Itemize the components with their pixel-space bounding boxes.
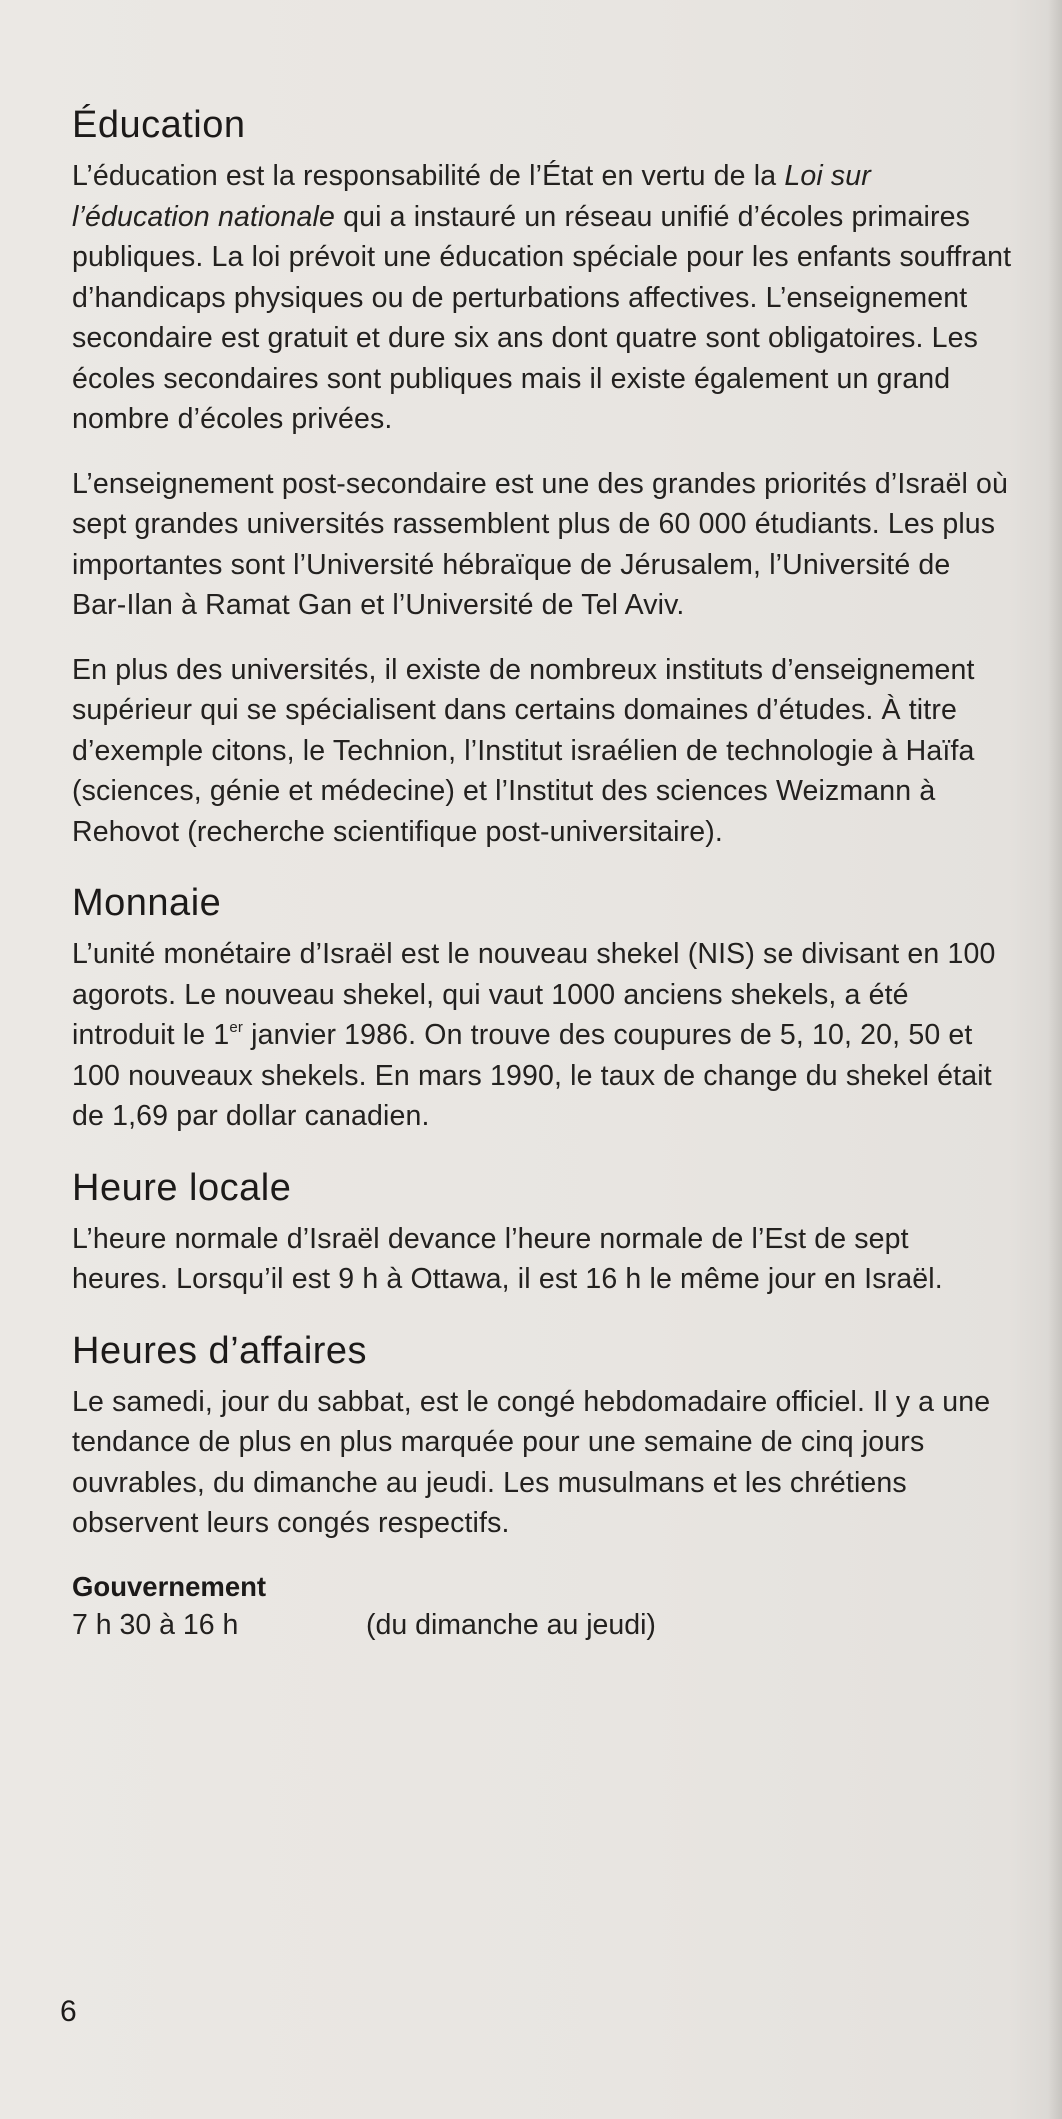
- government-hours-row: [72, 1606, 1012, 1644]
- government-hours-days: (du dimanche au jeudi): [366, 1608, 656, 1641]
- education-paragraph-2: L’enseignement post-secondaire est une des grandes priorités d’Israël où sept grandes universités rassemblent plus de 60 000 étudiants. Les plus importantes sont l’Université hébraïque de Jérusalem, l’Université de Bar-Ilan à Ramat Gan et l’Université de Tel Aviv.: [72, 467, 1009, 621]
- government-hours-time: 7 h 30 à 16 h: [72, 1608, 239, 1641]
- section-education: [72, 100, 1012, 852]
- section-currency: [72, 878, 1012, 1137]
- law-title: Loi sur l’éducation nationale: [72, 160, 871, 233]
- currency-paragraph-1: [72, 934, 1012, 1137]
- education-p1-text-b: qui a instauré un réseau unifié d’écoles primaires publiques. La loi prévoit une éducation spéciale pour les enfants souffrant d’handicaps physiques ou de perturbations affectives. L’enseignement secondaire est gratuit et dure six ans dont quatre sont obligatoires. Les écoles secondaires sont publiques mais il existe également un grand nombre d’écoles privées.: [72, 200, 1012, 435]
- education-paragraph-3: En plus des universités, il existe de nombreux instituts d’enseignement supérieur qui se spécialisent dans certains domaines d’études. À titre d’exemple citons, le Technion, l’Institut israélien de technologie à Haïfa (sciences, génie et médecine) et l’Institut des sciences Weizmann à Rehovot (recherche scientifique post-universitaire).: [72, 653, 975, 848]
- section-title-business-hours: Heures d’affaires: [72, 1329, 368, 1372]
- page-number: 6: [60, 1995, 77, 2028]
- local-time-paragraph-1: L’heure normale d’Israël devance l’heure normale de l’Est de sept heures. Lorsqu’il est 9 h à Ottawa, il est 16 h le même jour en Israël.: [72, 1222, 943, 1295]
- section-title-currency: Monnaie: [72, 882, 222, 924]
- section-title-education: Éducation: [72, 104, 246, 146]
- education-paragraph-1: [72, 156, 1012, 440]
- ordinal-superscript: er: [229, 1019, 244, 1036]
- business-hours-paragraph-1: Le samedi, jour du sabbat, est le congé hebdomadaire officiel. Il y a une tendance de plus en plus marquée pour une semaine de cinq jours ouvrables, du dimanche au jeudi. Les musulmans et les chrétiens observent leurs congés respectifs.: [72, 1385, 991, 1539]
- currency-p1-text-b: janvier 1986. On trouve des coupures de 5, 10, 20, 50 et 100 nouveaux shekels. En mars 1990, le taux de change du shekel était de 1,69 par dollar canadien.: [72, 1019, 992, 1132]
- section-business-hours: [72, 1326, 1012, 1644]
- government-heading: Gouvernement: [72, 1570, 267, 1602]
- page-fold-shadow: [1048, 0, 1062, 2119]
- education-p1-text-a: L’éducation est la responsabilité de l’État en vertu de la: [72, 160, 785, 192]
- currency-p1-text-a: L’unité monétaire d’Israël est le nouveau shekel (NIS) se divisant en 100 agorots. Le nouveau shekel, qui vaut 1000 anciens shekels, a été introduit le 1: [72, 938, 996, 1051]
- document-body: [72, 100, 1012, 1644]
- section-title-local-time: Heure locale: [72, 1166, 292, 1209]
- section-local-time: [72, 1163, 1012, 1300]
